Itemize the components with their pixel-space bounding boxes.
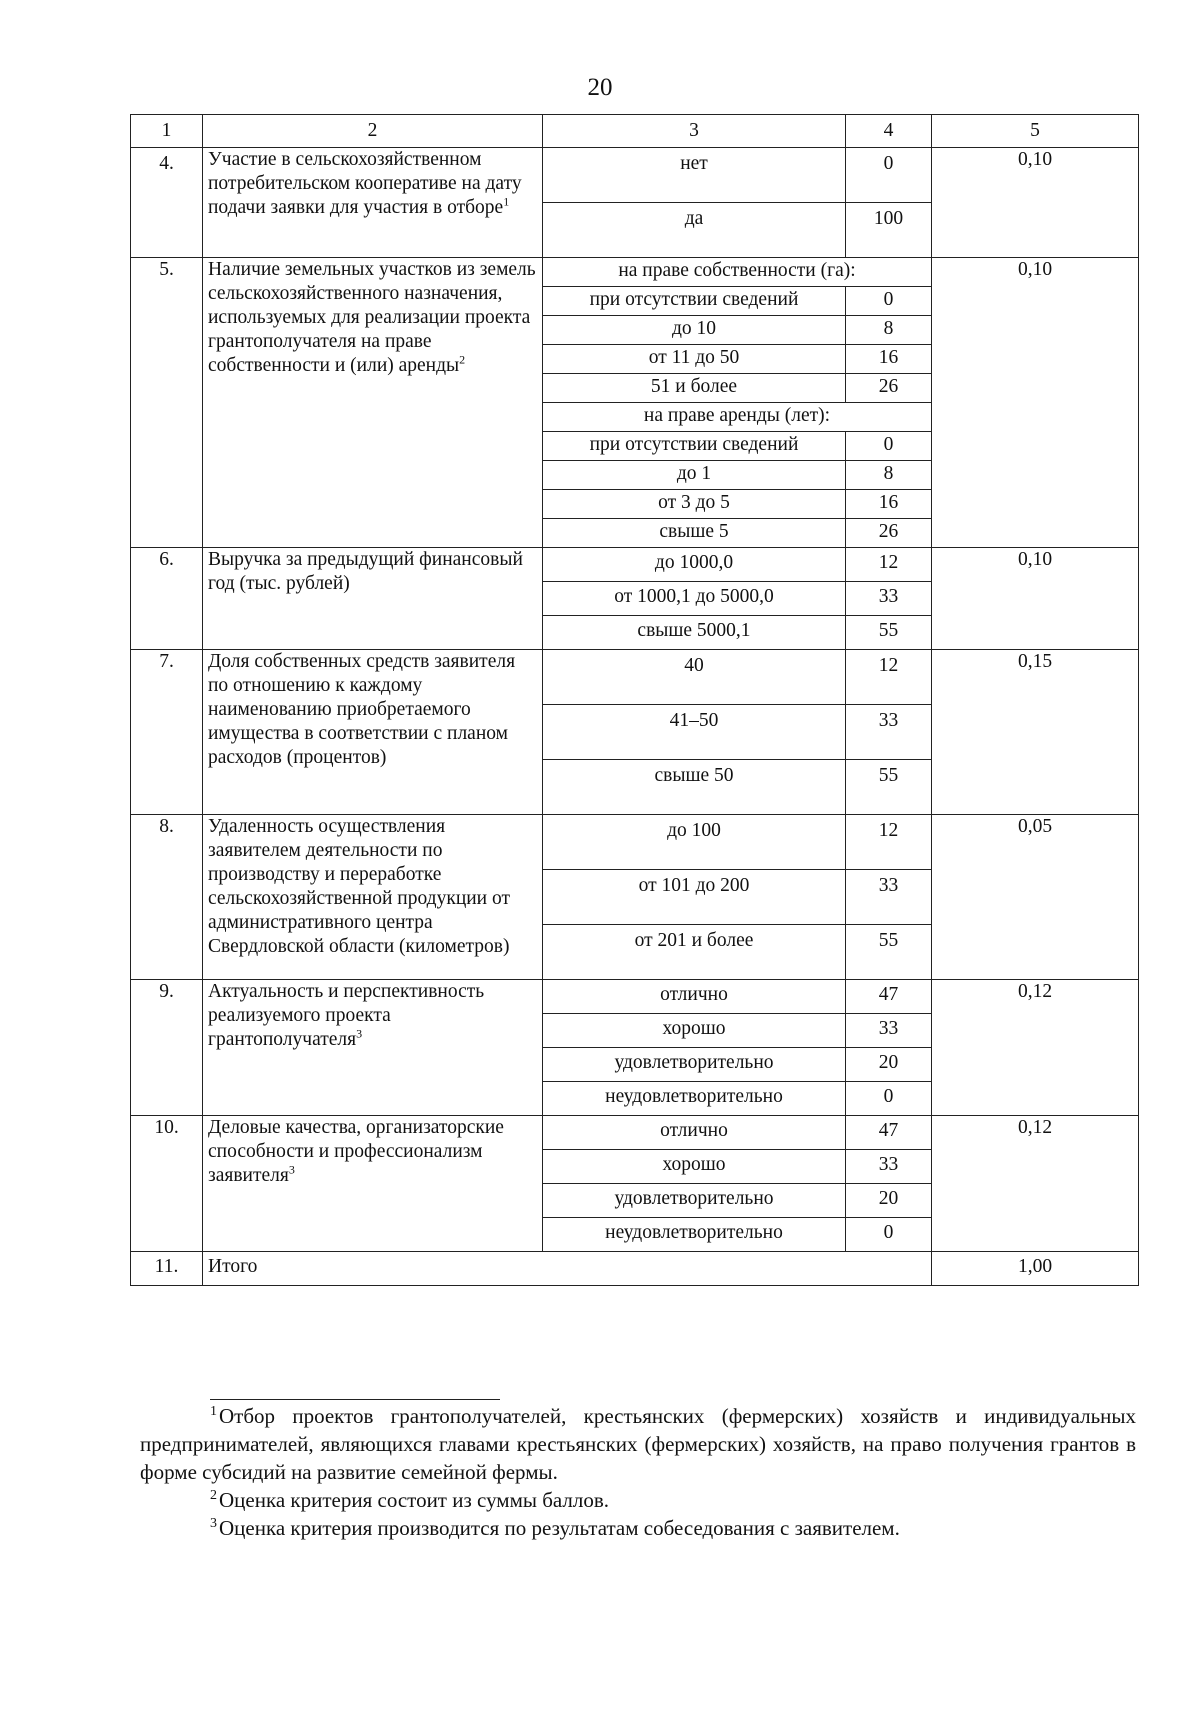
footnote-3 [140,1514,1136,1542]
option-label: до 1 [543,461,846,490]
footnote-ref: 2 [459,352,466,367]
row-number: 4. [131,148,203,258]
footnote-ref: 1 [503,194,510,209]
criterion-cell [203,815,543,980]
row-number: 7. [131,650,203,815]
option-label: до 1000,0 [543,548,846,582]
option-score: 0 [846,1082,932,1116]
option-score: 8 [846,461,932,490]
option-label: нет [543,148,846,203]
header-cell: 2 [203,115,543,148]
footnote-mark: 2 [210,1488,217,1503]
option-score: 16 [846,345,932,374]
row-number: 9. [131,980,203,1116]
option-label: до 10 [543,316,846,345]
option-score: 12 [846,650,932,705]
table-header-row [131,115,1139,148]
option-label: отлично [543,1116,846,1150]
option-score: 8 [846,316,932,345]
criterion-cell [203,148,543,258]
option-label: от 101 до 200 [543,870,846,925]
option-label: удовлетворительно [543,1184,846,1218]
option-score: 16 [846,490,932,519]
option-label: отлично [543,980,846,1014]
criterion-text: Участие в сельскохозяйственном потребительском кооперативе на дату подачи заявки для участия в отборе [208,149,522,218]
footnote-ref: 3 [288,1162,295,1177]
table-row [131,980,1139,1014]
option-score: 20 [846,1048,932,1082]
criterion-cell [203,1116,543,1252]
row-number: 6. [131,548,203,650]
option-score: 33 [846,1150,932,1184]
footnote-ref: 3 [356,1026,363,1041]
option-label: от 201 и более [543,925,846,980]
weight-cell: 0,12 [932,980,1139,1116]
table-row [131,258,1139,287]
table-row [131,1116,1139,1150]
option-score: 33 [846,870,932,925]
criterion-cell [203,258,543,548]
footnote-mark: 1 [210,1404,217,1419]
option-score: 0 [846,432,932,461]
option-score: 33 [846,705,932,760]
criterion-cell [203,980,543,1116]
weight-cell: 0,10 [932,548,1139,650]
footnote-text: Оценка критерия производится по результатам собеседования с заявителем. [219,1516,900,1540]
option-score: 33 [846,1014,932,1048]
option-label: неудовлетворительно [543,1082,846,1116]
subgroup-title: на праве аренды (лет): [543,403,932,432]
option-score: 33 [846,582,932,616]
option-score: 47 [846,980,932,1014]
footnote-divider [210,1399,500,1400]
footnote-2 [140,1486,1136,1514]
total-weight: 1,00 [932,1252,1139,1286]
header-cell: 4 [846,115,932,148]
option-label: свыше 5000,1 [543,616,846,650]
option-label: да [543,203,846,258]
option-score: 26 [846,519,932,548]
weight-cell: 0,12 [932,1116,1139,1252]
weight-cell: 0,10 [932,258,1139,548]
table-row [131,815,1139,870]
option-label: неудовлетворительно [543,1218,846,1252]
option-label: 40 [543,650,846,705]
option-label: удовлетворительно [543,1048,846,1082]
footnotes [140,1402,1136,1542]
option-score: 20 [846,1184,932,1218]
footnote-text: Оценка критерия состоит из суммы баллов. [219,1488,610,1512]
option-score: 0 [846,148,932,203]
table-row [131,548,1139,582]
criterion-cell [203,650,543,815]
criterion-text: Доля собственных средств заявителя по отношению к каждому наименованию приобретаемого имущества в соответствии с планом расходов (процентов) [208,651,516,768]
row-number: 10. [131,1116,203,1252]
criteria-table [130,114,1139,1286]
option-label: до 100 [543,815,846,870]
option-label: от 1000,1 до 5000,0 [543,582,846,616]
table-row [131,148,1139,203]
row-number: 8. [131,815,203,980]
option-score: 0 [846,1218,932,1252]
option-score: 55 [846,925,932,980]
total-row [131,1252,1139,1286]
option-score: 12 [846,815,932,870]
criterion-cell [203,548,543,650]
criterion-text: Выручка за предыдущий финансовый год (тыс. рублей) [208,549,523,594]
criterion-text: Деловые качества, организаторские способности и профессионализм заявителя [208,1117,504,1186]
row-number: 11. [131,1252,203,1286]
option-label: хорошо [543,1150,846,1184]
criterion-text: Актуальность и перспективность реализуемого проекта грантополучателя [208,981,485,1050]
option-score: 12 [846,548,932,582]
option-score: 55 [846,616,932,650]
option-label: от 11 до 50 [543,345,846,374]
option-label: 41–50 [543,705,846,760]
header-cell: 3 [543,115,846,148]
option-score: 55 [846,760,932,815]
footnote-text: Отбор проектов грантополучателей, крестьянских (фермерских) хозяйств и индивидуальных предпринимателей, являющихся главами крестьянских (фермерских) хозяйств, на право получения грантов в форме субсидий на развитие семейной фермы. [140,1404,1136,1484]
row-number: 5. [131,258,203,548]
option-label: при отсутствии сведений [543,432,846,461]
table-row [131,650,1139,705]
option-score: 26 [846,374,932,403]
option-label: 51 и более [543,374,846,403]
option-label: при отсутствии сведений [543,287,846,316]
option-label: свыше 50 [543,760,846,815]
option-label: хорошо [543,1014,846,1048]
option-label: от 3 до 5 [543,490,846,519]
page-number: 20 [587,74,613,101]
header-cell: 5 [932,115,1139,148]
option-score: 47 [846,1116,932,1150]
weight-cell: 0,10 [932,148,1139,258]
weight-cell: 0,15 [932,650,1139,815]
option-score: 100 [846,203,932,258]
weight-cell: 0,05 [932,815,1139,980]
option-label: свыше 5 [543,519,846,548]
subgroup-title: на праве собственности (га): [543,258,932,287]
option-score: 0 [846,287,932,316]
header-cell: 1 [131,115,203,148]
total-label: Итого [203,1252,932,1286]
footnote-mark: 3 [210,1516,217,1531]
footnote-1 [140,1402,1136,1486]
criterion-text: Удаленность осуществления заявителем деятельности по производству и переработке сельскохозяйственной продукции от административного центра Свердловской области (километров) [208,816,511,957]
criterion-text: Наличие земельных участков из земель сельскохозяйственного назначения, используемых для реализации проекта грантополучателя на праве собственности и (или) аренды [208,259,536,376]
